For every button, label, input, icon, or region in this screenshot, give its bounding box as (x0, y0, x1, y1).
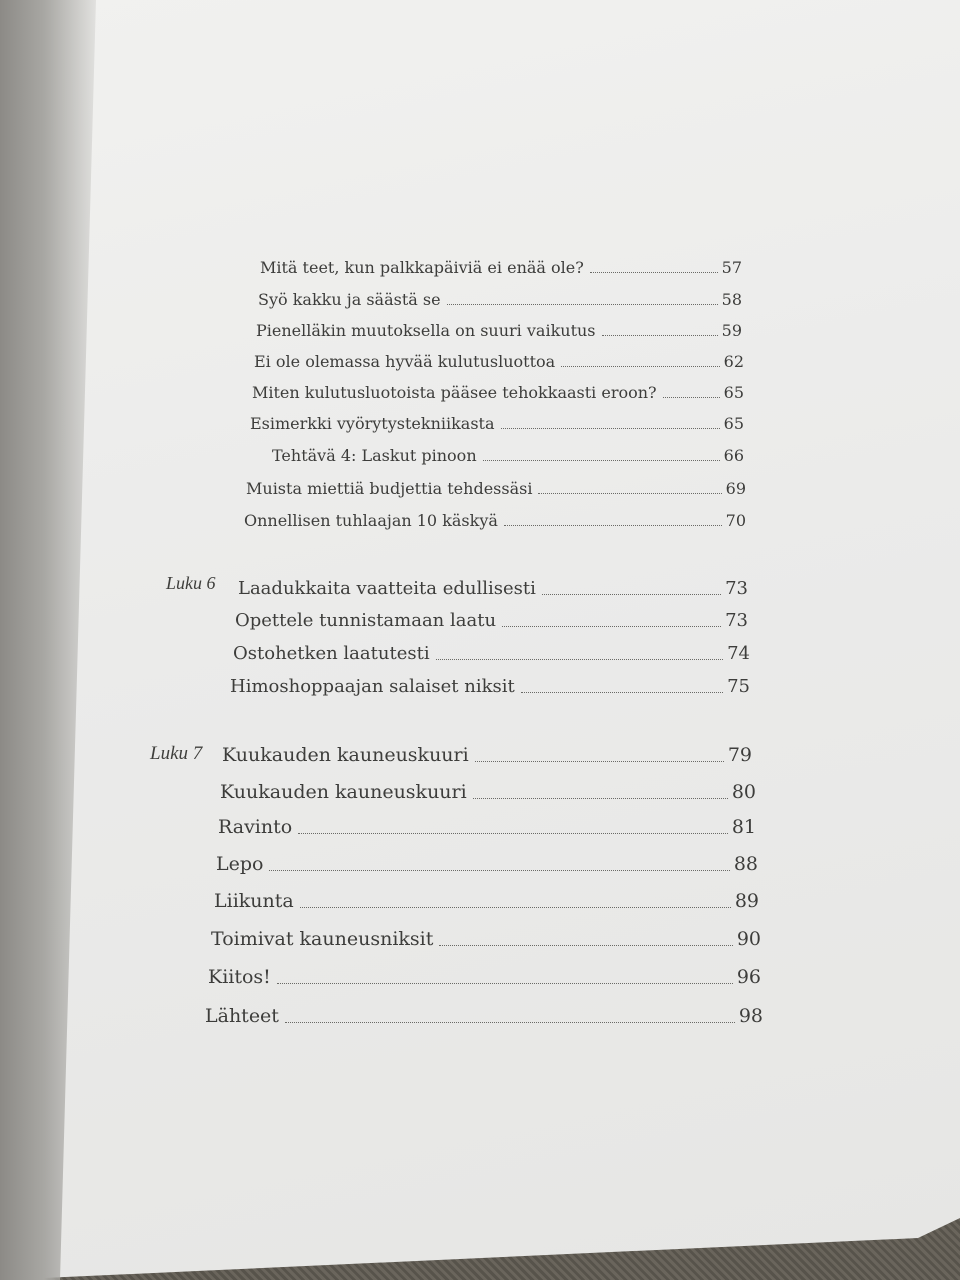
toc-entry (233, 643, 750, 664)
toc-leader-dots (298, 833, 728, 834)
toc-entry (214, 890, 759, 912)
toc-leader-dots (521, 692, 723, 693)
toc-entry-page: 62 (723, 352, 744, 371)
toc-entry-title: Ravinto (218, 816, 293, 838)
toc-entry-title: Ostohetken laatutesti (233, 643, 430, 664)
toc-entry (216, 853, 758, 875)
toc-leader-dots (447, 304, 718, 305)
toc-leader-dots (602, 335, 718, 336)
toc-entry-page: 73 (725, 610, 748, 631)
toc-leader-dots (538, 493, 721, 494)
toc-leader-dots (590, 272, 718, 273)
toc-entry-page: 96 (736, 966, 761, 988)
toc-entry-title: Laadukkaita vaatteita edullisesti (238, 578, 536, 599)
toc-entry (238, 578, 748, 599)
toc-entry-title: Lepo (216, 853, 264, 875)
toc-entry-page: 75 (727, 676, 750, 697)
toc-entry-page: 74 (727, 643, 750, 664)
toc-entry-page: 58 (721, 290, 742, 309)
toc-entry-page: 98 (738, 1005, 763, 1027)
toc-entry-title: Himoshoppaajan salaiset niksit (230, 676, 515, 697)
toc-entry-title: Lähteet (205, 1005, 279, 1027)
toc-entry-page: 88 (733, 853, 758, 875)
toc-leader-dots (501, 428, 720, 429)
toc-entry (254, 352, 744, 371)
toc-entry-title: Pienelläkin muutoksella on suuri vaikutus (256, 321, 596, 340)
toc-entry-title: Toimivat kauneusniksit (211, 928, 434, 950)
toc-entry-page: 69 (725, 479, 746, 498)
toc-leader-dots (285, 1022, 735, 1023)
toc-leader-dots (542, 594, 721, 595)
toc-entry (230, 676, 750, 697)
toc-entry-page: 65 (723, 383, 744, 402)
toc-entry-title: Muista miettiä budjettia tehdessäsi (246, 479, 533, 498)
chapter-label-6: Luku 6 (166, 573, 216, 593)
toc-entry-page: 89 (734, 890, 759, 912)
toc-leader-dots (473, 798, 728, 799)
toc-entry (211, 928, 761, 950)
toc-entry-page: 73 (725, 578, 748, 599)
toc-leader-dots (504, 525, 722, 526)
toc-leader-dots (277, 983, 733, 984)
toc-leader-dots (439, 945, 732, 946)
toc-leader-dots (483, 460, 720, 461)
toc-entry-title: Kuukauden kauneuskuuri (220, 781, 467, 803)
toc-leader-dots (475, 761, 724, 762)
toc-entry (272, 446, 744, 465)
chapter-label-7: Luku 7 (150, 743, 203, 764)
toc-entry-page: 57 (721, 258, 742, 277)
toc-entry-title: Opettele tunnistamaan laatu (235, 610, 497, 631)
toc-entry-page: 66 (723, 446, 744, 465)
toc-leader-dots (663, 397, 720, 398)
toc-entry (222, 744, 752, 766)
toc-entry-title: Mitä teet, kun palkkapäiviä ei enää ole? (260, 258, 584, 277)
toc-entry-title: Kuukauden kauneuskuuri (222, 744, 469, 766)
toc-entry-title: Esimerkki vyörytystekniikasta (250, 414, 495, 433)
toc-entry-page: 80 (731, 781, 756, 803)
toc-entry (218, 816, 756, 838)
toc-entry (246, 479, 746, 498)
toc-entry-page: 70 (725, 511, 746, 530)
toc-entry-title: Tehtävä 4: Laskut pinoon (272, 446, 477, 465)
toc-entry-page: 65 (723, 414, 744, 433)
toc-entry (256, 321, 742, 340)
toc-entry (205, 1005, 763, 1027)
toc-entry-title: Ei ole olemassa hyvää kulutusluottoa (254, 352, 556, 371)
toc-entry (258, 290, 742, 309)
toc-entry (252, 383, 744, 402)
toc-entry-title: Onnellisen tuhlaajan 10 käskyä (244, 511, 498, 530)
toc-entry (235, 610, 748, 631)
toc-entry (244, 511, 746, 530)
toc-entry-title: Syö kakku ja säästä se (258, 290, 441, 309)
toc-entry-title: Liikunta (214, 890, 294, 912)
toc-leader-dots (561, 366, 719, 367)
toc-entry-page: 59 (721, 321, 742, 340)
toc-entry (208, 966, 761, 988)
toc-leader-dots (436, 659, 724, 660)
toc-entry-page: 90 (736, 928, 761, 950)
toc-leader-dots (300, 907, 731, 908)
toc-entry-title: Kiitos! (208, 966, 271, 988)
toc-entry-title: Miten kulutusluotoista pääsee tehokkaasti eroon? (252, 383, 657, 402)
toc-entry-page: 79 (727, 744, 752, 766)
toc-entry (260, 258, 742, 277)
toc-entry-page: 81 (731, 816, 756, 838)
toc-leader-dots (269, 870, 729, 871)
toc-entry (250, 414, 744, 433)
toc-entry (220, 781, 756, 803)
toc-leader-dots (502, 626, 721, 627)
